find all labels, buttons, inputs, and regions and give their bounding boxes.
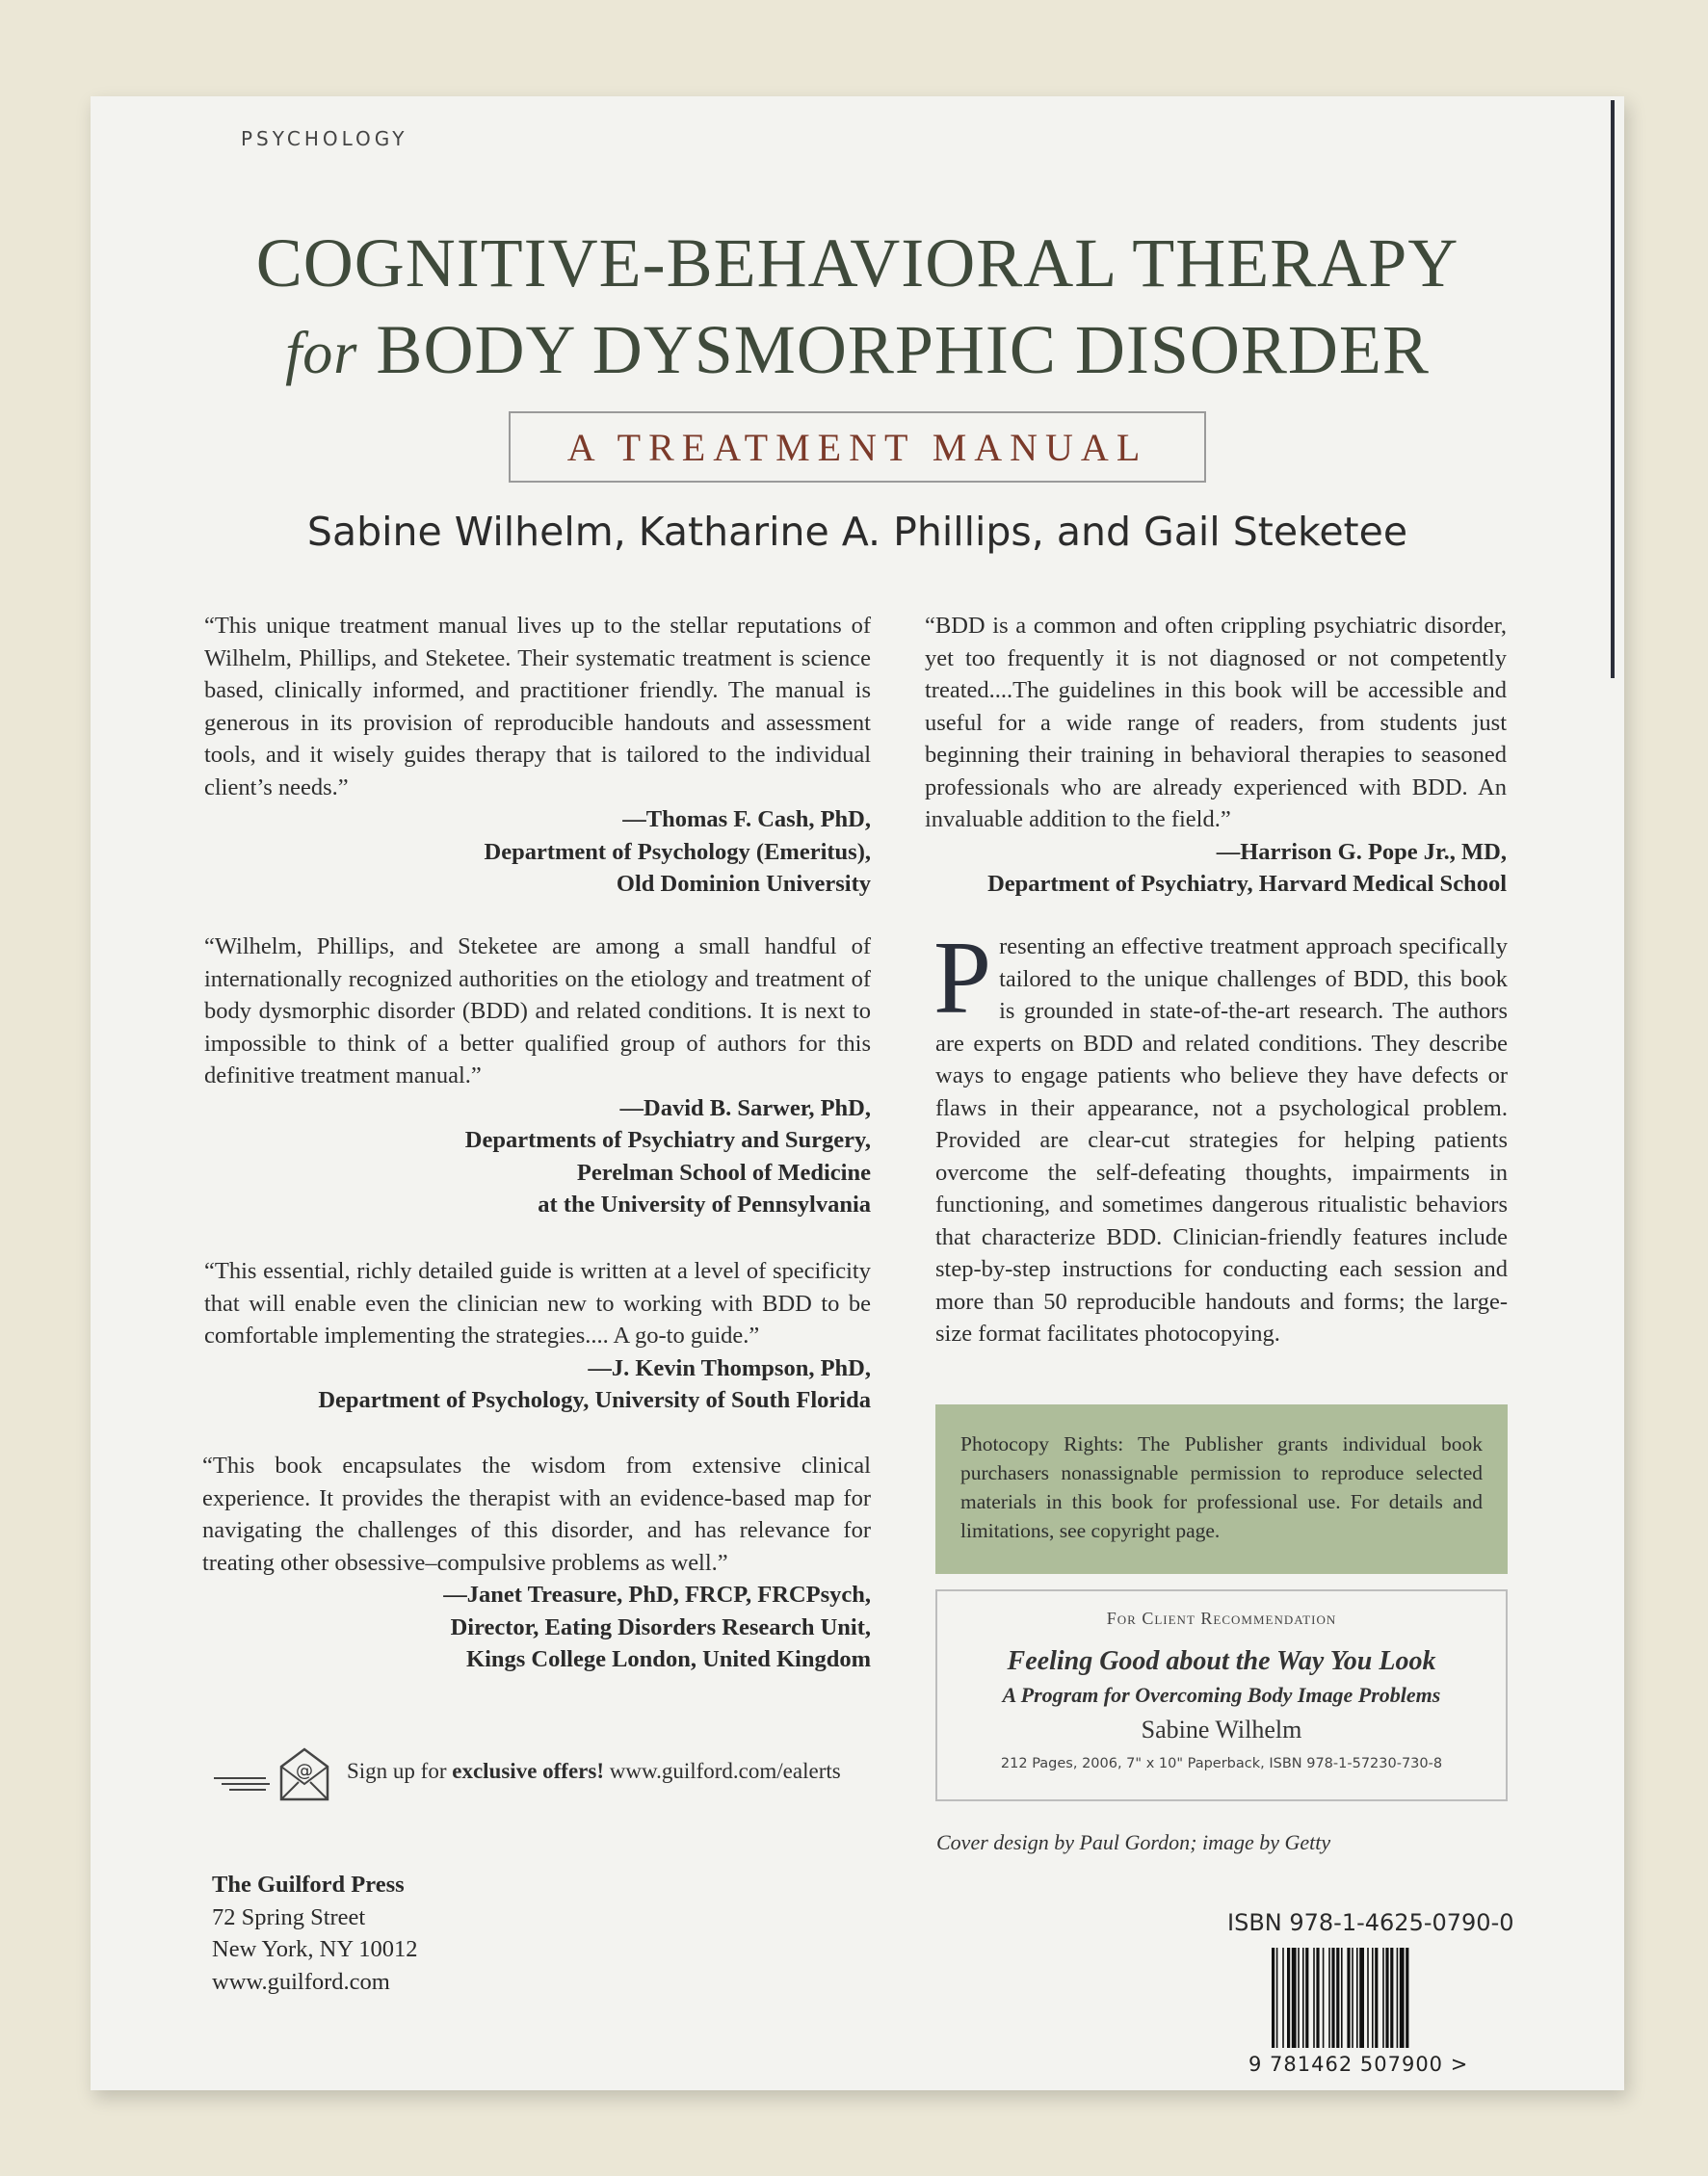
barcode [1272,1948,1457,2052]
book-description [933,921,1508,1350]
recommendation-subtitle: A Program for Overcoming Body Image Problems [1002,1683,1441,1707]
quote-attribution: Department of Psychiatry, Harvard Medical School [987,871,1507,897]
recommendation-author: Sabine Wilhelm [1141,1716,1302,1743]
quote-attribution: Director, Eating Disorders Research Unit, [450,1613,871,1640]
subtitle: A TREATMENT MANUAL [566,425,1148,469]
quote-attribution: —Harrison G. Pope Jr., MD, [1216,838,1507,865]
description-text: resenting an effective treatment approach specifically tailored to the unique challenges of BDD, this book is grounded in state-of-the-art research. The authors are experts on BDD and related conditions. They describe ways to engage patients who believe they have defects or flaws in their appearance, not a psychological problem. Provided are clear-cut strategies for helping patients overcome the self-defeating thoughts, impairments in functioning, and sometimes dangerous ritualistic behaviors that characterize BDD. Clinician-friendly features include step-by-step instructions for conducting each session and more than 50 reproducible handouts and forms; the large-size format facilitates photocopying. [935,933,1508,1347]
quote-text: “This unique treatment manual lives up to the stellar reputations of Wilhelm, Phillips, and Steketee. Their systematic treatment is science based, clinically informed, and practitioner friendly. The manual is generous in its provision of reproducible handouts and assessment tools, and it wisely guides therapy that is tailored to the individual client’s needs.” [204,613,871,800]
email-envelope-icon [212,1745,333,1803]
photocopy-rights-box: Photocopy Rights: The Publisher grants individual book purchasers nonassignable permission to reproduce selected materials in this book for professional use. For details and limitations, see copyright page. [935,1404,1508,1574]
barcode-bar [1282,1948,1284,2048]
quote-thompson [204,1255,871,1417]
title-for: for [285,321,358,386]
barcode-bar [1316,1948,1319,2048]
signup-prefix: Sign up for [347,1759,453,1783]
barcode-bar [1375,1948,1378,2048]
publisher-web[interactable]: www.guilford.com [212,1968,390,1995]
quote-text: “This book encapsulates the wisdom from extensive clinical experience. It provides the therapist with an evidence-based map for navigating the challenges of this disorder, and has relevance for treating other obsessive–compulsive problems as well.” [202,1453,871,1576]
signup-line [347,1759,841,1784]
barcode-bar [1328,1948,1330,2048]
drop-cap: P [933,921,992,1036]
quote-attribution: at the University of Pennsylvania [538,1192,871,1218]
cover-credit: Cover design by Paul Gordon; image by Getty [936,1830,1331,1854]
barcode-bar [1341,1948,1343,2048]
barcode-bar [1272,1948,1274,2048]
signup-bold: exclusive offers! [452,1759,604,1783]
barcode-bar [1352,1948,1353,2048]
barcode-digits: 9 781462 507900 > [1248,2053,1469,2076]
publisher-name: The Guilford Press [212,1872,405,1898]
barcode-bar [1313,1948,1315,2048]
barcode-bar [1356,1948,1358,2048]
barcode-bar [1298,1948,1300,2048]
barcode-bar [1287,1948,1290,2048]
barcode-bar [1359,1948,1364,2048]
barcode-bar [1302,1948,1304,2048]
quote-text: “This essential, richly detailed guide is written at a level of specificity that will enable even the clinician new to working with BDD to be comfortable implementing the strategies.... A go-to guide.” [204,1258,871,1349]
quote-attribution: Department of Psychology, University of South Florida [318,1387,871,1413]
category-label: PSYCHOLOGY [241,127,408,150]
barcode-bar [1406,1948,1408,2048]
barcode-bar [1331,1948,1334,2048]
barcode-bar [1305,1948,1308,2048]
barcode-bar [1323,1948,1325,2048]
title-line-2 [173,310,1541,390]
quote-attribution: —Janet Treasure, PhD, FRCP, FRCPsych, [443,1582,871,1608]
quote-pope [925,610,1507,901]
barcode-bar [1276,1948,1278,2048]
quote-attribution: Kings College London, United Kingdom [466,1646,871,1672]
isbn-label: ISBN 978-1-4625-0790-0 [1227,1909,1514,1936]
barcode-bar [1336,1948,1339,2048]
barcode-bar [1367,1948,1369,2048]
publisher-city: New York, NY 10012 [212,1936,418,1962]
authors: Sabine Wilhelm, Katharine A. Phillips, and Gail Steketee [306,509,1408,555]
signup-url[interactable]: www.guilford.com/ealerts [604,1759,841,1783]
quote-attribution: —J. Kevin Thompson, PhD, [588,1354,871,1381]
publisher-address [212,1869,417,1998]
quote-attribution: Perelman School of Medicine [576,1159,871,1186]
recommendation-title: Feeling Good about the Way You Look [1007,1646,1436,1676]
barcode-bar [1397,1948,1399,2048]
barcode-bar [1347,1948,1350,2048]
quote-attribution: Department of Psychology (Emeritus), [484,838,871,865]
barcode-bar [1390,1948,1393,2048]
quote-attribution: —David B. Sarwer, PhD, [619,1094,871,1121]
quote-text: “Wilhelm, Phillips, and Steketee are among a small handful of internationally recognized authorities on the etiology and treatment of body dysmorphic disorder (BDD) and related conditions. It is next to impossible to think of a better qualified group of authors for this definitive treatment manual.” [204,933,871,1088]
client-recommendation-box [935,1589,1508,1801]
quote-treasure [202,1450,871,1676]
spine-edge [1611,100,1615,678]
barcode-bar [1292,1948,1297,2048]
publisher-street: 72 Spring Street [212,1903,366,1930]
recommendation-heading: For Client Recommendation [1106,1609,1337,1628]
quote-cash [204,610,871,901]
title-line-1: COGNITIVE-BEHAVIORAL THERAPY [255,224,1459,301]
quote-sarwer [204,931,871,1221]
quote-attribution: Old Dominion University [616,871,871,897]
recommendation-info: 212 Pages, 2006, 7" x 10" Paperback, ISBN 978-1-57230-730-8 [1000,1756,1443,1771]
barcode-bar [1372,1948,1374,2048]
quote-attribution: Departments of Psychiatry and Surgery, [464,1127,871,1153]
barcode-bar [1382,1948,1384,2048]
quote-attribution: —Thomas F. Cash, PhD, [622,806,871,832]
subtitle-box [509,411,1206,483]
quote-text: “BDD is a common and often crippling psychiatric disorder, yet too frequently it is not diagnosed or not competently treated....The guidelines in this book will be accessible and useful for a wide range of readers, from students just beginning their training in behavioral therapies to seasoned professionals who are already experienced with BDD. An invaluable addition to the field.” [925,613,1507,832]
title-line-2-rest: BODY DYSMORPHIC DISORDER [376,311,1430,388]
barcode-bar [1385,1948,1388,2048]
barcode-bar [1400,1948,1405,2048]
svg-text:@: @ [296,1761,313,1781]
